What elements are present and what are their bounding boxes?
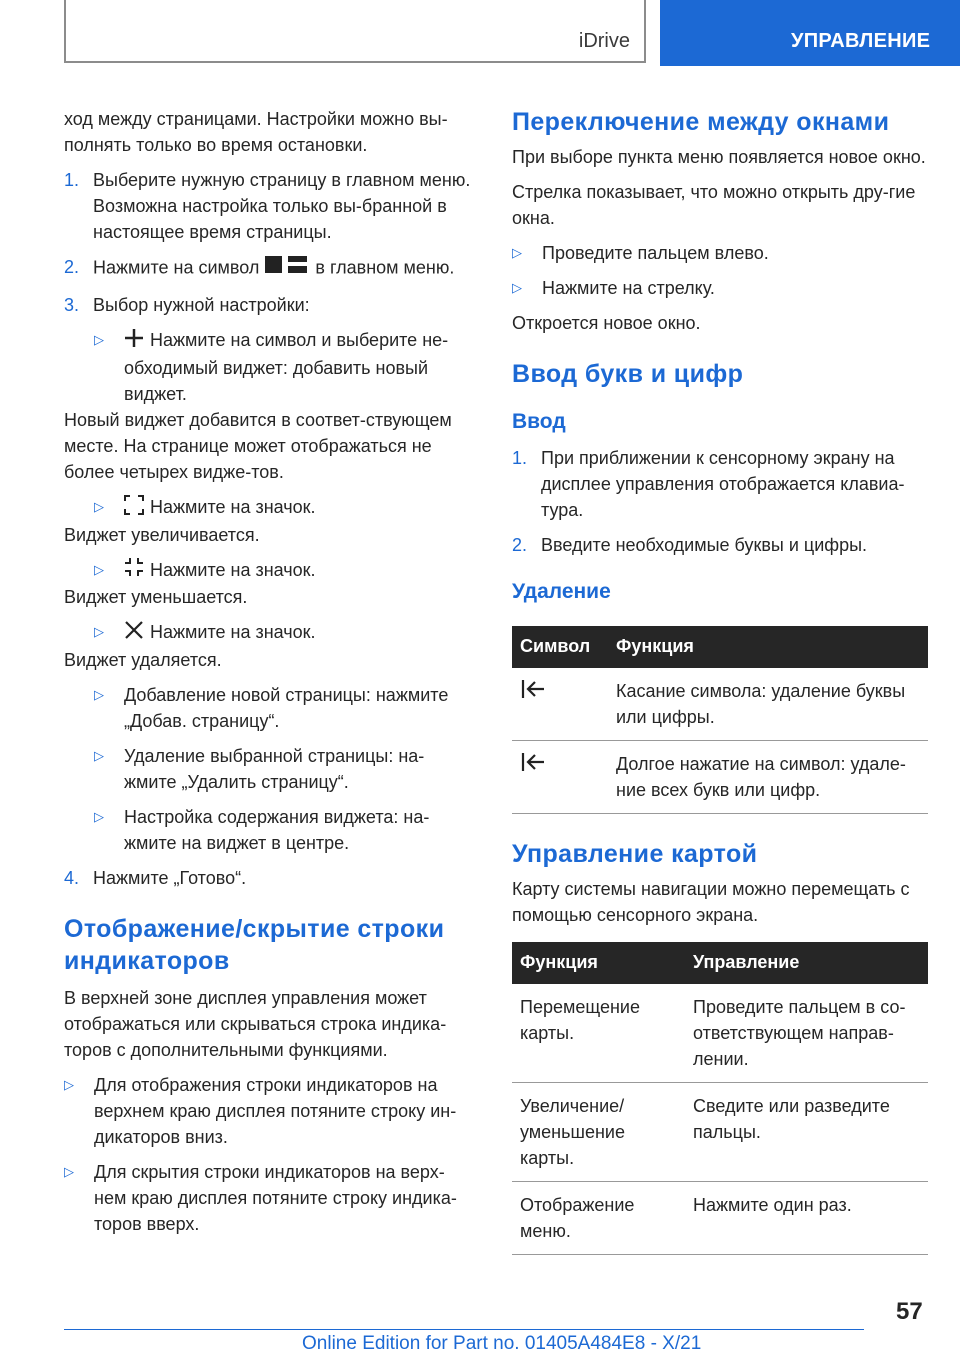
expand-icon	[124, 495, 144, 522]
bullet-arrow-icon: ▷	[94, 561, 104, 577]
intro-paragraph: ход между страницами. Настройки можно вы-полнять только во время остановки.	[64, 109, 448, 155]
table-row	[512, 1083, 928, 1182]
step-text: Нажмите на символ	[93, 257, 260, 278]
step-number: 3.	[64, 295, 80, 315]
switch-paragraph-1: При выборе пункта меню появляется новое окно.	[512, 147, 926, 167]
bullet-add-widget	[94, 327, 476, 407]
bullet-text: Для скрытия строки индикаторов на верх-нем краю дисплея потяните строку индика-торов вверх.	[94, 1162, 457, 1234]
table-cell: Проведите пальцем в со-ответствующем направ-лении.	[685, 984, 928, 1083]
footer-edition: Online Edition for Part no. 01405A484E8 - X/21	[302, 1333, 702, 1354]
bullet-arrow-icon: ▷	[64, 1164, 74, 1179]
section-heading-switch-windows: Переключение между окнами	[512, 108, 890, 136]
bullet-text: Нажмите на стрелку.	[542, 278, 715, 298]
input-step-2	[512, 532, 928, 558]
section-heading-status-bar: Отображение/скрытие строки индикаторов	[64, 915, 445, 975]
input-step-1	[512, 445, 928, 523]
bullet-note: Виджет увеличивается.	[64, 524, 260, 545]
bullet-text: Удаление выбранной страницы: на-жмите „Удалить страницу“.	[124, 746, 425, 792]
step-text: в главном меню.	[315, 257, 455, 278]
table-cell: Долгое нажатие на символ: удале-ние всех букв или цифр.	[608, 741, 928, 814]
step-4	[64, 865, 476, 891]
bullet-note: Виджет уменьшается.	[64, 587, 248, 608]
bullet-note: Виджет удаляется.	[64, 650, 222, 670]
header-section-tab	[660, 0, 960, 66]
table-cell: Нажмите один раз.	[685, 1182, 928, 1255]
table-row	[512, 1182, 928, 1255]
bullet-arrow-icon: ▷	[94, 809, 104, 824]
step-number: 2.	[64, 257, 80, 277]
table-cell: Сведите или разведите пальцы.	[685, 1083, 928, 1182]
step-2	[64, 254, 476, 283]
table-cell: Отображение меню.	[512, 1182, 685, 1255]
table-row	[512, 984, 928, 1083]
table-header: Символ	[512, 626, 608, 668]
subheading-delete: Удаление	[512, 580, 611, 603]
bullet-arrow-icon: ▷	[94, 748, 104, 763]
step-text: Выбор нужной настройки:	[93, 295, 310, 315]
bullet-shrink	[94, 557, 476, 585]
step-3	[64, 292, 476, 318]
bullet-delete	[94, 619, 476, 647]
section-heading-input: Ввод букв и цифр	[512, 360, 744, 388]
step-number: 4.	[64, 868, 80, 888]
bullet-hide-status	[64, 1159, 476, 1237]
subheading-input: Ввод	[512, 410, 566, 433]
bullet-note: Новый виджет добавится в соответ-ствующем месте. На странице может отображаться не более четырех видже-тов.	[64, 409, 452, 482]
backspace-icon	[520, 684, 546, 704]
plus-icon	[124, 328, 144, 355]
bullet-arrow-icon: ▷	[94, 332, 104, 347]
table-cell: Увеличение/ уменьшение карты.	[512, 1083, 685, 1182]
table-cell	[512, 668, 608, 741]
step-text: При приближении к сенсорному экрану на дисплее управления отображается клавиа-тура.	[541, 448, 905, 520]
bullet-text: Настройка содержания виджета: на-жмите на виджет в центре.	[124, 807, 430, 853]
right-column	[512, 106, 928, 1255]
section-heading-map: Управление картой	[512, 840, 758, 868]
bullet-arrow-icon: ▷	[94, 498, 104, 514]
table-header: Функция	[512, 942, 685, 984]
widgets-icon	[263, 254, 309, 283]
bullet-tap-arrow	[512, 275, 928, 301]
close-icon	[124, 620, 144, 647]
map-paragraph: Карту системы навигации можно перемещать с помощью сенсорного экрана.	[512, 879, 910, 925]
step-text: Выберите нужную страницу в главном меню. Возможна настройка только вы-бранной в настоящее время страницы.	[93, 170, 471, 242]
bullet-show-status	[64, 1072, 476, 1150]
table-cell	[512, 741, 608, 814]
page-number: 57	[896, 1298, 923, 1325]
table-row	[512, 741, 928, 814]
step-number: 2.	[512, 535, 528, 555]
status-bar-paragraph: В верхней зоне дисплея управления может отображаться или скрываться строка индика-торов с дополнительными функциями.	[64, 988, 447, 1060]
step-number: 1.	[512, 448, 528, 468]
table-header-row	[512, 942, 928, 984]
bullet-enlarge	[94, 494, 476, 522]
header-section-right: УПРАВЛЕНИЕ	[791, 30, 931, 52]
collapse-icon	[124, 557, 144, 584]
step-text: Введите необходимые буквы и цифры.	[541, 535, 868, 555]
bullet-text: Нажмите на символ и выберите не-обходимый виджет: добавить новый виджет.	[124, 330, 449, 404]
table-header: Функция	[608, 626, 928, 668]
step-1	[64, 167, 476, 245]
footer-divider	[64, 1329, 864, 1330]
bullet-arrow-icon: ▷	[94, 624, 104, 640]
bullet-add-page	[94, 682, 476, 734]
bullet-text: Нажмите на значок.	[150, 496, 316, 517]
bullet-arrow-icon: ▷	[64, 1077, 74, 1092]
bullet-text: Добавление новой страницы: нажмите „Добав. страницу“.	[124, 685, 449, 731]
table-row	[512, 668, 928, 741]
delete-table	[512, 626, 928, 814]
step-text: Нажмите „Готово“.	[93, 868, 247, 888]
bullet-widget-content	[94, 804, 476, 856]
bullet-text: Проведите пальцем влево.	[542, 243, 769, 263]
bullet-text: Для отображения строки индикаторов на верхнем краю дисплея потяните строку ин-дикаторов вниз.	[94, 1075, 457, 1147]
header-section-left: iDrive	[578, 30, 630, 52]
header-section-box	[64, 0, 646, 63]
switch-paragraph-3: Откроется новое окно.	[512, 313, 701, 333]
bullet-text: Нажмите на значок.	[150, 622, 316, 643]
table-cell: Перемещение карты.	[512, 984, 685, 1083]
map-table	[512, 942, 928, 1255]
bullet-remove-page	[94, 743, 476, 795]
table-header-row	[512, 626, 928, 668]
step-number: 1.	[64, 170, 80, 190]
bullet-arrow-icon: ▷	[512, 245, 522, 260]
bullet-arrow-icon: ▷	[512, 280, 522, 295]
bullet-swipe-left	[512, 240, 928, 266]
bullet-text: Нажмите на значок.	[150, 559, 316, 580]
backspace-icon	[520, 757, 546, 777]
table-header: Управление	[685, 942, 928, 984]
switch-paragraph-2: Стрелка показывает, что можно открыть дру-гие окна.	[512, 182, 916, 228]
bullet-arrow-icon: ▷	[94, 687, 104, 702]
left-column	[64, 106, 476, 1237]
table-cell: Касание символа: удаление буквы или цифры.	[608, 668, 928, 741]
